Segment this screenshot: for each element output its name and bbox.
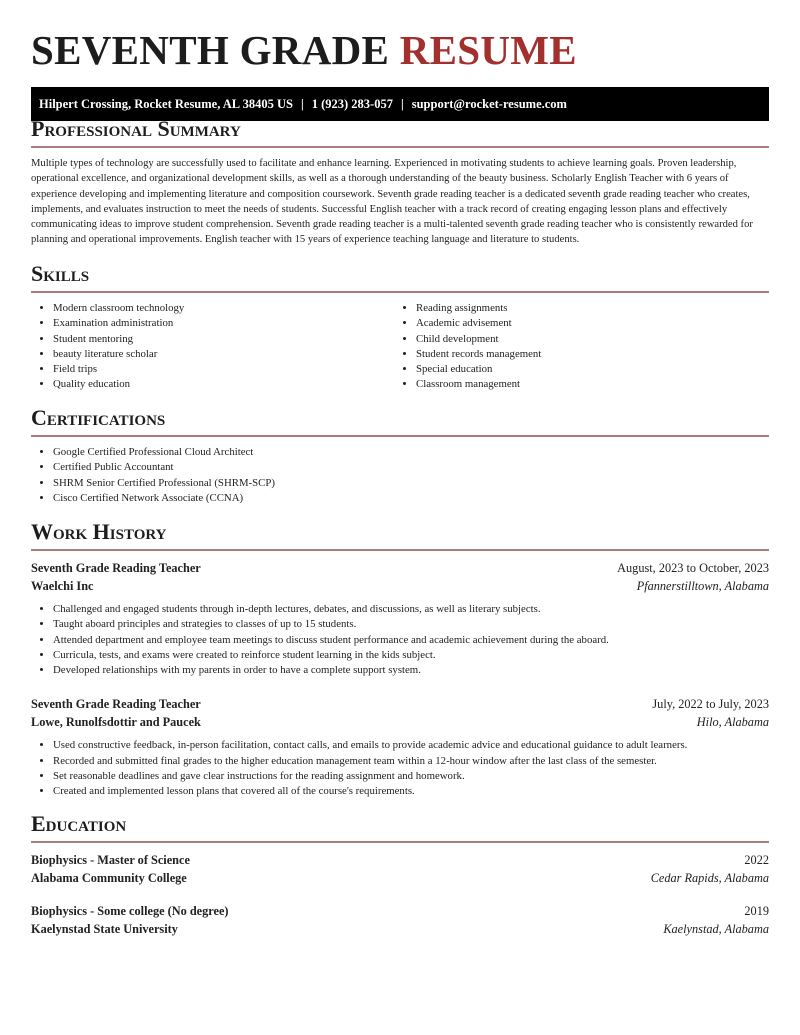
- certification-item: • SHRM Senior Certified Professional (SHRM-SCP): [53, 476, 769, 491]
- education-header: [31, 902, 769, 920]
- skills-section: [31, 261, 769, 393]
- education-year: 2022: [744, 853, 769, 867]
- skills-right-list: [394, 301, 757, 393]
- summary-text: Multiple types of technology are successfully used to facilitate and enhance learning. Experienced in motivating students to achieve learning goals. Proven leadership, operational excellence, and organizational development skills, as well as a thorough understanding of the beauty business. Scholarly English Teacher with 6 years of experience developing and implementing literature and composition coursework. Seventh grade reading teacher is a dedicated seventh grade reading teacher who creates, implements, and evaluates instruction to meet the needs of students. Successful English teacher with a track record of creating engaging lesson plans and effectively communicating ideas to improve student comprehension. Seventh grade reading teacher is a multi-talented seventh grade reading teacher who is consistently rewarded for planning and operational improvements. English teacher with 15 years of experience teaching language and literature to students.: [31, 158, 753, 246]
- skill-item: • Child development: [416, 332, 757, 347]
- contact-address: Hilpert Crossing, Rocket Resume, AL 38405 US: [39, 96, 293, 111]
- skill-item: • Student mentoring: [53, 332, 394, 347]
- certifications-list: [31, 445, 769, 506]
- job-bullet-item: • Recorded and submitted final grades to the higher education management team within a 12-hour window after the last class of the semester.: [53, 754, 769, 769]
- skills-left-column: [31, 301, 394, 393]
- education-section: [31, 811, 769, 938]
- education-subheader: [31, 920, 769, 938]
- education-header: [31, 851, 769, 869]
- job-subheader: [31, 577, 769, 595]
- section-title-education: Education: [31, 811, 127, 836]
- job-header: [31, 559, 769, 577]
- contact-separator: |: [400, 96, 404, 111]
- skill-item: • Field trips: [53, 362, 394, 377]
- skills-right-column: [394, 301, 757, 393]
- job-role: Seventh Grade Reading Teacher: [31, 697, 201, 712]
- section-title-skills: Skills: [31, 261, 90, 286]
- job-header: [31, 695, 769, 713]
- section-divider: [31, 841, 769, 843]
- skill-item: • Examination administration: [53, 316, 394, 331]
- job-dates: August, 2023 to October, 2023: [617, 561, 769, 575]
- education-degree: Biophysics - Master of Science: [31, 853, 190, 867]
- job-company: Lowe, Runolfsdottir and Paucek: [31, 715, 201, 730]
- section-divider: [31, 146, 769, 148]
- job-location: Hilo, Alabama: [696, 715, 769, 730]
- job-subheader: [31, 713, 769, 731]
- education-location: Cedar Rapids, Alabama: [650, 871, 769, 885]
- section-title-certifications: Certifications: [31, 405, 166, 430]
- section-title-work-history: Work History: [31, 519, 167, 544]
- job-bullet-item: • Challenged and engaged students through in-depth lectures, debates, and discussions, as well as literary subjects.: [53, 602, 769, 617]
- skill-item: • Special education: [416, 362, 757, 377]
- page-title: [31, 26, 769, 74]
- section-title-summary: Professional Summary: [31, 116, 241, 141]
- education-school: Kaelynstad State University: [31, 922, 178, 936]
- skill-item: • beauty literature scholar: [53, 347, 394, 362]
- skill-item: • Quality education: [53, 377, 394, 392]
- education-entry: [31, 851, 769, 887]
- education-entry: [31, 902, 769, 938]
- summary-section: [31, 116, 769, 248]
- job-bullet-item: • Taught aboard principles and strategies to classes of up to 15 students.: [53, 617, 769, 632]
- education-degree: Biophysics - Some college (No degree): [31, 904, 229, 918]
- education-school: Alabama Community College: [31, 871, 187, 885]
- skill-item: • Student records management: [416, 347, 757, 362]
- skills-columns: [31, 301, 769, 393]
- job-company: Waelchi Inc: [31, 579, 94, 593]
- contact-email: support@rocket-resume.com: [411, 96, 567, 111]
- education-location: Kaelynstad, Alabama: [663, 922, 769, 936]
- job-role: Seventh Grade Reading Teacher: [31, 561, 201, 575]
- certification-item: • Google Certified Professional Cloud Architect: [53, 445, 769, 460]
- section-divider: [31, 291, 769, 293]
- job-bullets: [31, 738, 769, 799]
- education-year: 2019: [744, 904, 769, 918]
- job-bullets: [31, 602, 769, 678]
- job-entry: [31, 559, 769, 678]
- certification-item: • Cisco Certified Network Associate (CCNA): [53, 491, 769, 506]
- contact-separator: |: [300, 96, 304, 111]
- resume-page: [31, 0, 769, 936]
- job-bullet-item: • Attended department and employee team meetings to discuss student performance and academic achievement during the aboard.: [53, 633, 769, 648]
- certification-item: • Certified Public Accountant: [53, 460, 769, 475]
- job-bullet-item: • Developed relationships with my parents in order to have a complete support system.: [53, 663, 769, 678]
- skill-item: • Modern classroom technology: [53, 301, 394, 316]
- section-divider: [31, 549, 769, 551]
- job-bullet-item: • Used constructive feedback, in-person facilitation, contact calls, and emails to provide academic advice and educational guidance to adult learners.: [53, 738, 769, 753]
- certifications-section: [31, 405, 769, 506]
- contact-phone: 1 (923) 283-057: [311, 96, 393, 111]
- skill-item: • Reading assignments: [416, 301, 757, 316]
- skills-left-list: [31, 301, 394, 393]
- title-main: SEVENTH GRADE: [31, 27, 390, 73]
- work-history-section: [31, 519, 769, 800]
- job-bullet-item: • Set reasonable deadlines and gave clear instructions for the reading assignment and homework.: [53, 769, 769, 784]
- job-dates: July, 2022 to July, 2023: [652, 697, 769, 712]
- job-bullet-item: • Created and implemented lesson plans that covered all of the course's requirements.: [53, 784, 769, 799]
- title-accent: RESUME: [399, 27, 577, 73]
- section-divider: [31, 435, 769, 437]
- job-entry: [31, 695, 769, 799]
- job-bullet-item: • Curricula, tests, and exams were created to reinforce student learning in the kids subject.: [53, 648, 769, 663]
- skill-item: • Classroom management: [416, 377, 757, 392]
- skill-item: • Academic advisement: [416, 316, 757, 331]
- education-subheader: [31, 869, 769, 887]
- job-location: Pfannerstilltown, Alabama: [636, 579, 769, 593]
